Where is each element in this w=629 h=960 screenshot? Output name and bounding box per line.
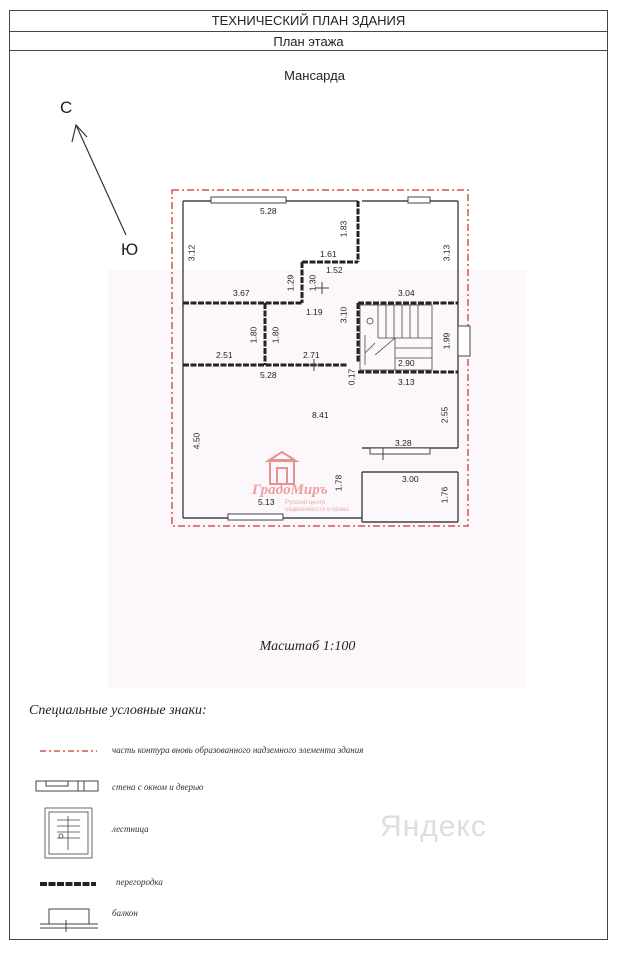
legend-contour-label: часть контура вновь образованного надземного элемента здания [112,745,364,755]
dimension-label: 3.12 [186,244,197,262]
legend-stair-symbol [45,808,92,858]
legend-title: Специальные условные знаки: [29,703,207,718]
dimension-label: 5.13 [258,497,275,507]
dimension-label: 2.71 [303,350,320,360]
dimension-label: 1.19 [306,307,323,317]
dimension-label: 3.13 [398,377,415,387]
dimension-label: 3.28 [395,438,412,448]
dimension-label: 1.29 [285,274,296,292]
dimension-label: 5.28 [260,206,277,216]
dimension-label: 1.99 [441,332,452,350]
legend-partition-label: перегородка [116,877,163,887]
legend-balcony-label: балкон [112,908,138,918]
legend-stair-label: лестница [112,824,149,834]
watermark-sub-line: Русский центр [285,500,326,506]
dimension-label: 8.41 [312,410,329,420]
document-subtitle: План этажа [9,31,608,51]
compass-north-label: С [60,98,73,117]
dimension-label: 3.67 [233,288,250,298]
watermark-brand: ГрадоМиръ [252,482,328,498]
watermark-site: Яндекс [380,810,487,843]
dimension-label: 1.30 [307,274,318,292]
floor-name: Мансарда [284,68,345,83]
watermark-sub-line: недвижимости и права [285,507,349,513]
dimension-label: 2.55 [439,406,450,424]
dimension-label: 2.51 [216,350,233,360]
document-title: ТЕХНИЧЕСКИЙ ПЛАН ЗДАНИЯ [9,10,608,32]
legend-wall-label: стена с окном и дверью [112,782,204,792]
dimension-label: 0.17 [346,368,357,386]
legend-balcony-symbol [40,909,98,932]
dimension-label: 1.80 [270,326,281,344]
scale-label: Масштаб 1:100 [259,639,356,654]
dimension-label: 1.61 [320,249,337,259]
dimension-label: 5.28 [260,370,277,380]
dimension-label: 4.50 [191,432,202,450]
dimension-label: 3.13 [441,244,452,262]
dimension-label: 3.00 [402,474,419,484]
dimension-label: 3.10 [338,306,349,324]
dimension-label: 3.04 [398,288,415,298]
dimension-label: 1.76 [439,486,450,504]
dimension-label: 1.80 [248,326,259,344]
dimension-label: 1.52 [326,265,343,275]
dimension-label: 1.78 [333,474,344,492]
dimension-label: 1.83 [338,220,349,238]
compass-south-label: Ю [121,240,139,259]
dimension-label: 2.90 [398,358,415,368]
legend-wall-symbol [36,781,98,791]
